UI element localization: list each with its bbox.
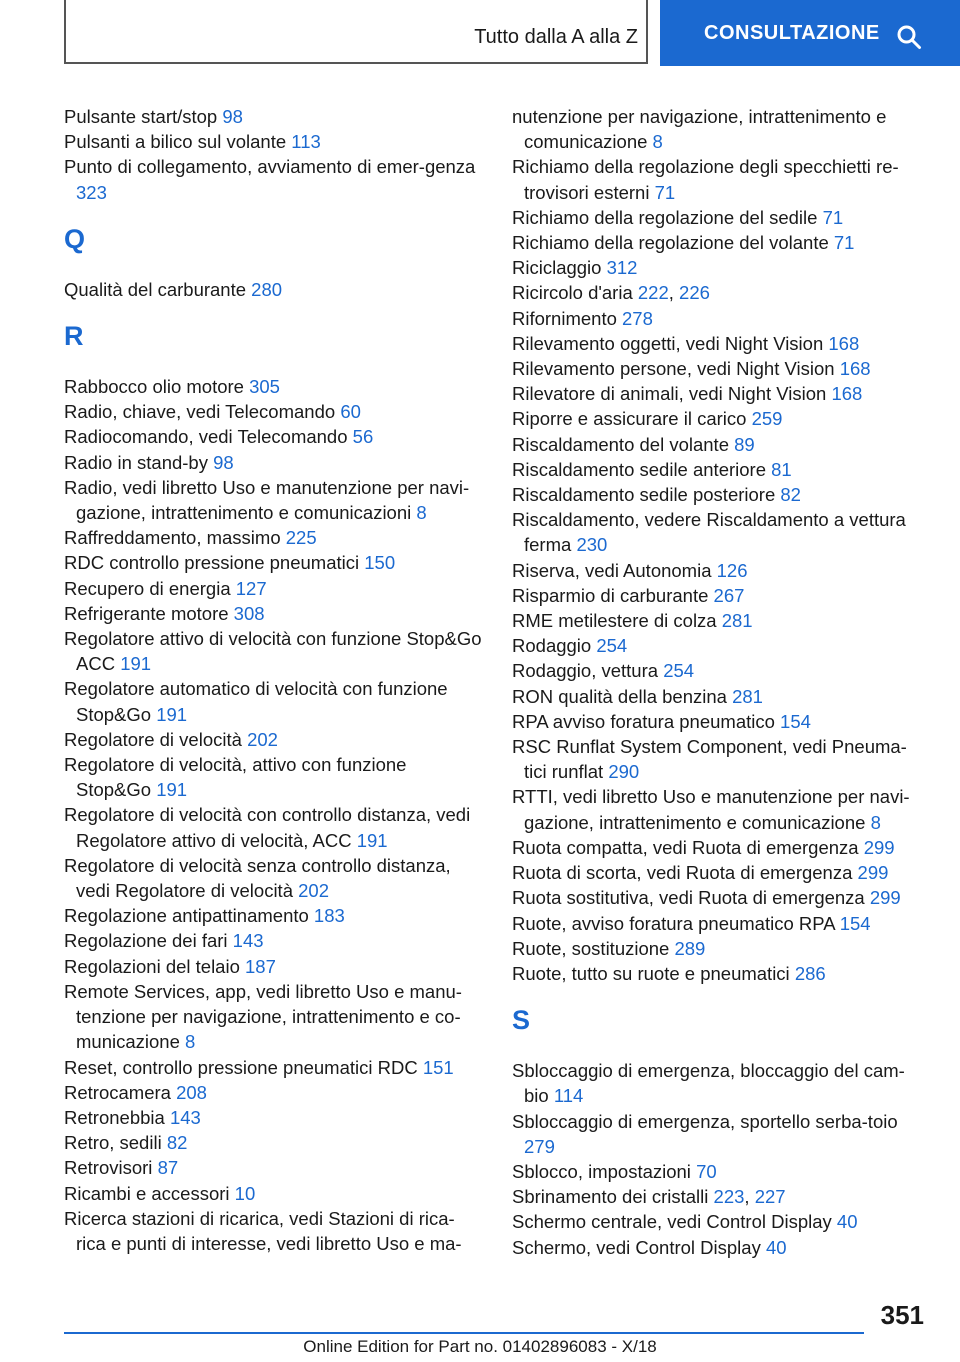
index-column-right [512,104,928,1260]
index-entry [512,936,928,961]
index-entry: Sbrinamento dei cristalli 223, 227 [512,1186,786,1208]
index-entry [512,885,928,910]
page-ref-link[interactable]: 267 [713,584,745,606]
page-ref-link[interactable]: 281 [732,685,763,707]
index-entry-text: Regolazione antipattinamento [64,905,314,927]
index-entry-text: Rodaggio, vettura [512,660,664,682]
page-ref-link[interactable]: 278 [622,307,653,329]
index-entry [512,1109,928,1159]
index-entry [512,432,928,457]
index-entry [512,457,928,482]
page-ref-link[interactable]: 290 [608,761,640,783]
index-entry [64,129,482,154]
page-ref-link[interactable]: 150 [364,552,396,574]
index-entry-text: Retrovisori [64,1157,158,1179]
page-ref-link[interactable]: 254 [596,635,628,657]
index-entry [512,961,928,986]
index-entry-text: Pulsante start/stop [64,106,223,127]
page-ref-link[interactable]: 154 [839,912,871,934]
index-entry-text: Ricambi e accessori [64,1182,235,1204]
index-entry: Ricircolo d'aria 222, 226 [512,282,710,304]
footer-edition: Online Edition for Part no. 01402896083 - X/18 [303,1337,657,1356]
index-entry-text: Ruota di scorta, vedi Ruota di emergenza [512,862,858,884]
index-entry [512,306,928,331]
page-ref-link[interactable]: 56 [352,426,374,448]
index-entry [512,1159,928,1184]
index-entry [512,406,928,431]
index-entry-text: Ruote, avviso foratura pneumatico RPA [512,912,840,934]
index-entry [512,482,928,507]
page-ref-link[interactable]: 280 [251,278,283,300]
page-ref-link[interactable]: 143 [232,930,264,952]
index-entry [64,277,482,302]
index-entry [64,399,482,424]
index-entry [64,576,482,601]
index-entry-text: Regolatore attivo di velocità con funzione Stop&Go ACC [64,628,482,675]
page-ref-link[interactable]: 323 [76,181,107,203]
index-entry [64,525,482,550]
search-icon[interactable] [896,24,922,50]
page-ref-link[interactable]: 168 [839,358,871,380]
index-entry-text: RSC Runflat System Component, vedi Pneuma-tici runflat [512,736,907,783]
page-ref-link[interactable]: 71 [654,181,676,203]
index-entry-text: Riscaldamento, vedere Riscaldamento a vettura ferma [512,509,906,556]
index-entry-text: Rilevamento persone, vedi Night Vision [512,358,840,380]
index-entry-text: Sbloccaggio di emergenza, bloccaggio del cam-bio [512,1060,905,1107]
index-entry [64,550,482,575]
page-ref-link[interactable]: 312 [606,257,638,279]
index-entry [512,911,928,936]
page-ref-link[interactable]: 70 [696,1160,717,1182]
page-ref-link[interactable]: 82 [166,1132,188,1154]
page-ref-link[interactable]: 126 [716,559,748,581]
index-entry [64,1181,482,1206]
index-entry [64,727,482,752]
page-ref-link[interactable]: 114 [553,1085,584,1107]
index-entry-text: RME metilestere di colza [512,610,722,632]
index-entry [512,835,928,860]
index-entry-text: Risparmio di carburante [512,584,714,606]
section-title: Tutto dalla A alla Z [474,26,638,48]
index-entry-text: nutenzione per navigazione, intrattenimento e comunicazione [512,106,887,153]
index-entry [512,356,928,381]
page-ref-link[interactable]: 71 [833,232,855,254]
index-entry [64,601,482,626]
page-ref-link[interactable]: 113 [291,131,321,153]
index-entry-text: RON qualità della benzina [512,685,733,707]
page-ref-link[interactable]: 226 [679,282,710,304]
index-entry-text: Pulsanti a bilico sul volante [64,131,292,153]
index-entry [512,230,928,255]
page-ref-link[interactable]: 98 [222,106,243,127]
page-ref-link[interactable]: 191 [156,703,188,725]
index-entry-text: Remote Services, app, vedi libretto Uso e manu-tenzione per navigazione, intrattenimento e co-municazione [64,980,462,1053]
page-ref-link[interactable]: 87 [157,1157,179,1179]
index-entry [64,903,482,928]
index-entry [64,104,482,129]
index-entry-text: Ruote, sostituzione [512,937,675,959]
page-ref-link[interactable]: 71 [822,206,844,228]
index-entry [512,1058,928,1108]
index-entry-text: Ruota compatta, vedi Ruota di emergenza [512,836,864,858]
index-entry-text: Regolazione dei fari [64,930,233,952]
index-column-left [64,104,482,1256]
page-ref-link[interactable]: 151 [422,1056,454,1078]
index-entry-text: Regolatore di velocità [64,728,248,750]
page-ref-link[interactable]: 202 [298,880,330,902]
index-entry-text: Regolatore di velocità con controllo distanza, vedi Regolatore attivo di velocità, ACC [64,804,471,851]
page-ref-link[interactable]: 225 [285,527,317,549]
index-entry [512,507,928,557]
page-ref-link[interactable]: 202 [247,728,278,750]
index-entry-text: Ruota sostitutiva, vedi Ruota di emergenza [512,887,870,909]
index-entry-text: Ricerca stazioni di ricarica, vedi Stazioni di rica-rica e punti di interesse, vedi libretto Uso e ma- [64,1207,462,1254]
index-entry-text: Radio, chiave, vedi Telecomando [64,401,341,423]
index-entry-text: Rilevatore di animali, vedi Night Vision [512,383,832,405]
page-ref-link[interactable]: 98 [213,451,234,473]
index-entry [512,331,928,356]
index-entry-text: Reset, controllo pressione pneumatici RDC [64,1056,423,1078]
index-entry [64,802,482,852]
index-entry [64,1105,482,1130]
index-entry [64,752,482,802]
index-entry-text: Retro, sedili [64,1132,167,1154]
index-entry [512,658,928,683]
page-ref-link[interactable]: 227 [754,1186,786,1208]
page-ref-link[interactable]: 254 [663,660,695,682]
index-entry-text: Rodaggio [512,635,597,657]
index-entry-text: Schermo centrale, vedi Control Display [512,1211,837,1233]
index-entry [64,979,482,1055]
index-entry-text: Richiamo della regolazione del sedile [512,206,823,228]
index-entry [64,1206,482,1256]
index-entry [64,1055,482,1080]
index-entry [64,853,482,903]
page-ref-link[interactable]: 279 [524,1135,555,1157]
index-entry-text: Riscaldamento del volante [512,433,735,455]
page-ref-link[interactable]: 191 [356,829,388,851]
page-ref-link[interactable]: 127 [235,577,267,599]
index-entry [64,154,482,204]
page-number: 351 [880,1300,924,1330]
page-ref-link[interactable]: 286 [794,962,826,984]
index-entry [512,558,928,583]
page-ref-link[interactable]: 305 [249,376,280,398]
index-entry-text: Regolatore automatico di velocità con funzione Stop&Go [64,678,448,725]
page-ref-link[interactable]: 89 [734,433,755,455]
page-ref-link[interactable]: 222 [637,282,669,304]
tab-label: CONSULTAZIONE [704,21,880,44]
index-entry [64,374,482,399]
index-entry-text: Ruote, tutto su ruote e pneumatici [512,962,795,984]
index-entry-text: RPA avviso foratura pneumatico [512,710,781,732]
page-ref-link[interactable]: 191 [120,653,152,675]
index-entry [512,255,928,280]
page-ref-link[interactable]: 308 [233,602,265,624]
index-entry [512,583,928,608]
index-entry-text: Ricircolo d'aria [512,282,638,304]
index-entry [512,684,928,709]
index-entry-text: Raffreddamento, massimo [64,527,286,549]
index-entry [512,784,928,834]
index-entry [64,1130,482,1155]
index-entry-text: Richiamo della regolazione degli specchietti re-trovisori esterni [512,156,899,203]
page-ref-link[interactable]: 8 [185,1031,196,1053]
index-entry-text: Riserva, vedi Autonomia [512,559,717,581]
index-entry-text: Regolatore di velocità, attivo con funzione Stop&Go [64,754,407,801]
page-ref-link[interactable]: 299 [863,836,895,858]
index-entry-text: Riporre e assicurare il carico [512,408,752,430]
index-entry [64,676,482,726]
index-entry-text: Radiocomando, vedi Telecomando [64,426,353,448]
index-entry-text: Rifornimento [512,307,623,329]
index-entry [512,1209,928,1234]
index-letter-heading: S [512,1005,531,1036]
index-entry-text: Regolazioni del telaio [64,955,246,977]
index-letter-heading: R [64,321,84,352]
index-entry [512,381,928,406]
index-entry-text: Punto di collegamento, avviamento di emer-genza [64,156,476,178]
index-entry-text: Rilevamento oggetti, vedi Night Vision [512,332,829,354]
page-ref-link[interactable]: 154 [780,710,811,732]
index-entry [512,205,928,230]
page-ref-link[interactable]: 8 [870,811,881,833]
index-entry [512,709,928,734]
index-letter-heading: Q [64,223,86,254]
index-entry [64,928,482,953]
index-entry-text: Richiamo della regolazione del volante [512,232,834,254]
page-ref-link[interactable]: 82 [780,484,801,506]
index-entry [512,633,928,658]
page-ref-link[interactable]: 191 [156,779,188,801]
index-entry [64,954,482,979]
page-ref-link[interactable]: 230 [576,534,608,556]
index-entry-text: Sblocco, impostazioni [512,1160,697,1182]
page-ref-link[interactable]: 10 [234,1182,256,1204]
page-ref-link[interactable]: 183 [313,905,345,927]
index-entry-text: Schermo, vedi Control Display [512,1236,766,1258]
page-ref-link[interactable]: 187 [245,955,276,977]
index-entry-text: Qualità del carburante [64,278,252,300]
index-entry-text: Retrocamera [64,1081,177,1103]
index-entry [512,104,928,154]
index-entry [64,450,482,475]
index-entry [512,608,928,633]
index-entry-text: RTTI, vedi libretto Uso e manutenzione per navi-gazione, intrattenimento e comunicazione [512,786,910,833]
footer-divider [64,1332,864,1334]
consultazione-tab[interactable] [660,0,960,66]
page-ref-link[interactable]: 259 [751,408,783,430]
index-entry-text: Riscaldamento sedile posteriore [512,484,781,506]
page-ref-link[interactable]: 81 [771,458,792,480]
index-entry-text: Regolatore di velocità senza controllo distanza, vedi Regolatore di velocità [64,854,451,902]
page-ref-link[interactable]: 168 [828,332,860,354]
page-ref-link[interactable]: 289 [674,937,706,959]
index-entry-text: Retronebbia [64,1106,170,1128]
index-entry-text: Riscaldamento sedile anteriore [512,458,772,480]
index-entry-text: RDC controllo pressione pneumatici [64,552,365,574]
index-entry-text: Radio in stand-by [64,451,214,473]
index-entry-text: Radio, vedi libretto Uso e manutenzione per navi-gazione, intrattenimento e comunicazioni [64,476,470,524]
page-ref-link[interactable]: 299 [857,862,889,884]
index-entry-text: Refrigerante motore [64,602,234,624]
page-ref-link[interactable]: 60 [340,401,361,423]
page-ref-link[interactable]: 143 [169,1106,201,1128]
index-entry [512,154,928,204]
index-entry [64,1155,482,1180]
page-ref-link[interactable]: 208 [176,1081,207,1103]
index-entry [64,626,482,676]
page-ref-link[interactable]: 168 [831,383,863,405]
page-ref-link[interactable]: 40 [836,1211,858,1233]
index-entry [512,860,928,885]
index-entry-text: Rabbocco olio motore [64,376,250,398]
page-ref-link[interactable]: 8 [652,131,663,153]
page-ref-link[interactable]: 223 [713,1186,745,1208]
page-ref-link[interactable]: 8 [416,502,427,524]
index-entry-text: Sbloccaggio di emergenza, sportello serba-toio [512,1110,898,1132]
index-entry-text: Recupero di energia [64,577,236,599]
page-ref-link[interactable]: 299 [869,887,901,909]
index-entry [512,1235,928,1260]
index-entry-text: Sbrinamento dei cristalli [512,1186,714,1208]
index-entry [512,734,928,784]
page-ref-link[interactable]: 40 [765,1236,787,1258]
page-ref-link[interactable]: 281 [721,610,753,632]
index-entry-text: Riciclaggio [512,257,607,279]
index-entry [64,475,482,525]
index-entry [64,1080,482,1105]
index-entry [64,424,482,449]
